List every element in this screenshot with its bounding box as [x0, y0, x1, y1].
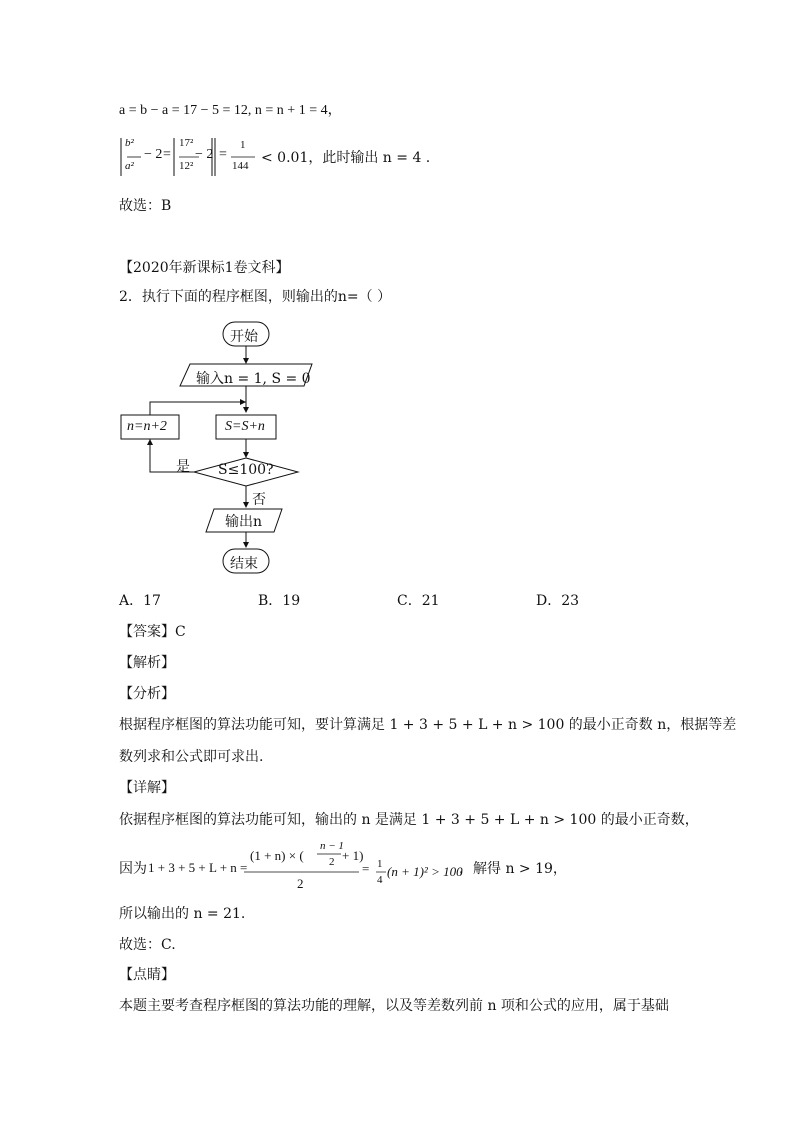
analysis-head: 【解析】 — [119, 655, 175, 671]
no-label: 否 — [252, 492, 266, 508]
detail-conclusion: 故选：C. — [119, 937, 176, 953]
lhs-den: a² — [125, 160, 134, 172]
frac-num: 1 — [240, 139, 246, 151]
detail-output: 所以输出的 n = 21. — [119, 906, 246, 922]
line2-tail: < 0.01，此时输出 n = 4 . — [261, 150, 431, 166]
detail-formula — [119, 838, 579, 898]
prev-conclusion: 故选：B — [119, 198, 172, 214]
inner-num: n − 1 — [320, 840, 344, 852]
end-label: 结束 — [230, 556, 258, 572]
because-label: 因为 — [119, 861, 147, 877]
increment-label: n=n+2 — [127, 419, 167, 434]
formula-tail: (n + 1)² > 100 — [387, 864, 463, 879]
question-stem: 2．执行下面的程序框图，则输出的n=（ ） — [119, 289, 392, 305]
solve-text: ，解得 n > 19， — [459, 861, 567, 877]
frac-den: 144 — [232, 160, 249, 172]
formula-num: (1 + n) × ( — [250, 848, 304, 863]
sum-expr: 1 + 3 + 5 + L + n = — [148, 860, 248, 875]
option-a: A．17 — [119, 593, 161, 609]
formula-eq: = — [362, 861, 370, 876]
mid-minus: − 2 — [195, 147, 214, 162]
eq1: = — [163, 147, 171, 162]
option-c: C．21 — [397, 593, 440, 609]
start-label: 开始 — [230, 329, 258, 345]
comment-head: 【点睛】 — [119, 967, 175, 983]
detail-head: 【详解】 — [119, 780, 175, 796]
prev-line2 — [119, 134, 431, 180]
fenxi-text2: 数列求和公式即可求出. — [119, 749, 264, 765]
fenxi-text1: 根据程序框图的算法功能可知，要计算满足 1 + 3 + 5 + L + n > 100 的最小正奇数 n，根据等差 — [119, 717, 737, 733]
question-source: 【2020年新课标1卷文科】 — [119, 260, 290, 276]
comment-text: 本题主要考查程序框图的算法功能的理解，以及等差数列前 n 项和公式的应用，属于基础 — [119, 998, 669, 1014]
prev-line1: a = b − a = 17 − 5 = 12, n = n + 1 = 4， — [119, 103, 342, 118]
yes-label: 是 — [176, 459, 190, 475]
input-label: 输入n = 1, S = 0 — [196, 371, 311, 387]
flowchart — [110, 318, 350, 580]
detail-text1: 依据程序框图的算法功能可知，输出的 n 是满足 1 + 3 + 5 + L + n > 100 的最小正奇数， — [119, 812, 699, 828]
output-label: 输出n — [225, 514, 263, 530]
formula-den: 2 — [297, 876, 304, 891]
eq2: = — [219, 147, 227, 162]
condition-label: S≤100? — [218, 462, 274, 478]
fenxi-head: 【分析】 — [119, 686, 175, 702]
quarter-den: 4 — [377, 874, 383, 886]
answer-line: 【答案】C — [119, 624, 186, 640]
option-d: D．23 — [536, 593, 580, 609]
mid-num: 17² — [179, 137, 194, 149]
quarter-num: 1 — [377, 858, 383, 870]
sum-label: S=S+n — [225, 419, 265, 434]
inner-den: 2 — [329, 856, 335, 868]
lhs-num: b² — [125, 137, 134, 149]
mid-den: 12² — [179, 160, 194, 172]
lhs-minus: − 2 — [144, 147, 163, 162]
option-b: B．19 — [258, 593, 301, 609]
formula-num-tail: + 1) — [342, 848, 364, 863]
